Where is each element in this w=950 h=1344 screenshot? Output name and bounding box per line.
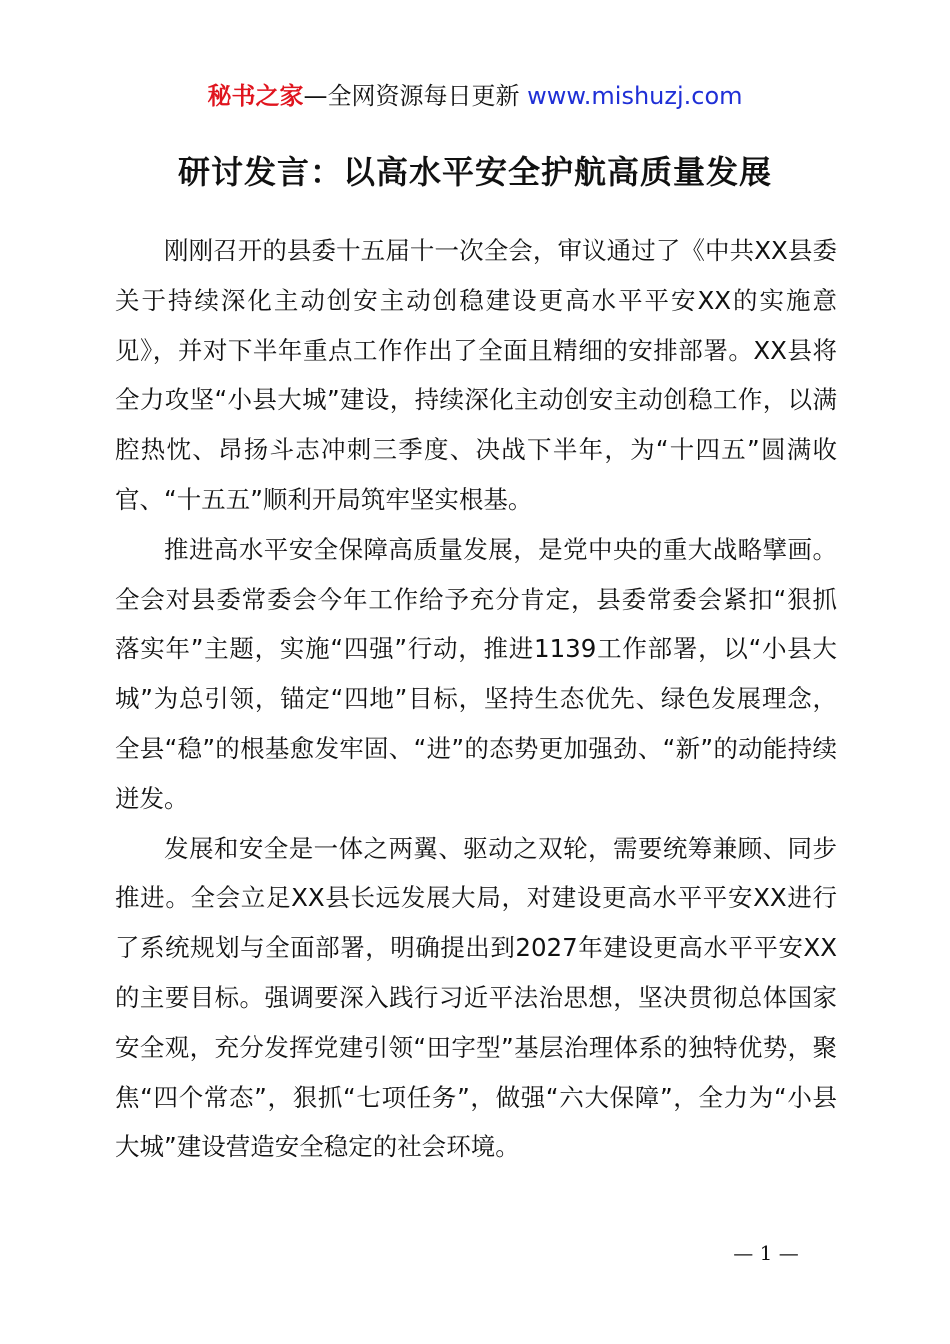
site-tagline: —全网资源每日更新: [303, 82, 520, 110]
page-number: — 1 —: [733, 1241, 799, 1265]
document-body: [115, 226, 837, 1172]
paragraph-2: 推进高水平安全保障高质量发展，是党中央的重大战略擘画。全会对县委常委会今年工作给予充分肯定，县委常委会紧扣“狠抓落实年”主题，实施“四强”行动，推进1139工作部署，以“小县大城”为总引领，锚定“四地”目标，坚持生态优先、绿色发展理念，全县“稳”的根基愈发牢固、“进”的态势更加强劲、“新”的动能持续迸发。: [115, 534, 837, 813]
site-url[interactable]: www.mishuzj.com: [527, 82, 743, 110]
paragraph-1: 刚刚召开的县委十五届十一次全会，审议通过了《中共XX县委关于持续深化主动创安主动创稳建设更高水平平安XX的实施意见》，并对下半年重点工作作出了全面且精细的安排部署。XX县将全力攻坚“小县大城”建设，持续深化主动创安主动创稳工作，以满腔热忱、昂扬斗志冲刺三季度、决战下半年，为“十四五”圆满收官、“十五五”顺利开局筑牢坚实根基。: [115, 236, 837, 514]
site-brand: 秘书之家: [207, 82, 304, 110]
site-header: [0, 80, 950, 112]
paragraph-3: 发展和安全是一体之两翼、驱动之双轮，需要统筹兼顾、同步推进。全会立足XX县长远发展大局，对建设更高水平平安XX进行了系统规划与全面部署，明确提出到2027年建设更高水平平安XX的主要目标。强调要深入践行习近平法治思想，坚决贯彻总体国家安全观，充分发挥党建引领“田字型”基层治理体系的独特优势，聚焦“四个常态”，狠抓“七项任务”，做强“六大保障”，全力为“小县大城”建设营造安全稳定的社会环境。: [115, 833, 837, 1162]
document-title: 研讨发言：以高水平安全护航高质量发展: [177, 153, 772, 191]
